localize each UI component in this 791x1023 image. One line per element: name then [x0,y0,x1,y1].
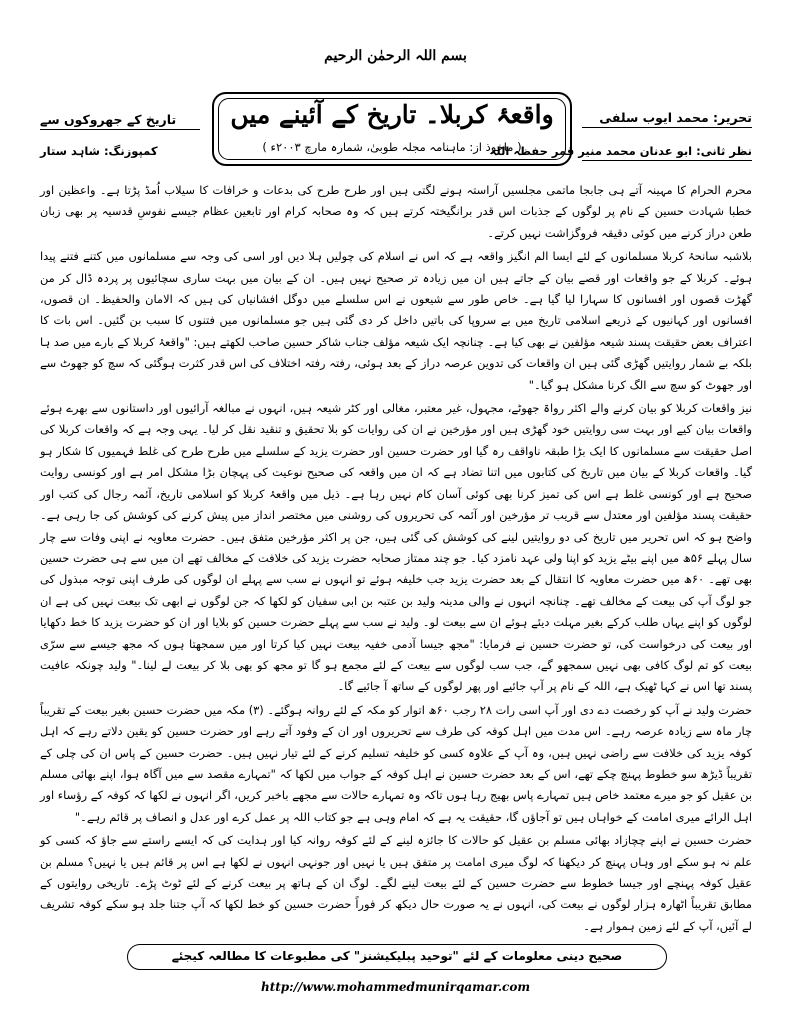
composing-credit: کمپوزنگ: شاہد ستار [40,144,158,158]
article-header [40,92,752,172]
topic-label: تاریخ کے جھروکوں سے [40,112,200,130]
publisher-notice: صحیح دینی معلومات کے لئے "توحید پبلیکیشنز" کی مطبوعات کا مطالعہ کیجئے [127,944,667,970]
body-paragraph: محرم الحرام کا مہینہ آتے ہی جابجا ماتمی مجلسیں آراستہ ہونے لگتی ہیں اور طرح طرح کی بدعات و خرافات کا سیلاب اُمڈ پڑتا ہے۔ واعظین اور خطبا شہادت حسین کے نام پر لوگوں کے جذبات اس قدر برانگیختہ کرتے ہیں کہ وہ صحابہ کرام اور تابعین عظام جیسے نفوسِ قدسیہ پر بھی زبان طعن دراز کرنے میں کوئی دقیقہ فروگزاشت نہیں کرتے۔ [40,183,752,240]
body-paragraph: حضرت ولید نے آپ کو رخصت دے دی اور آپ اسی رات ۲۸ رجب ۶۰ھ اتوار کو مکہ کے لئے روانہ ہوگئے۔ (۳) مکہ میں حضرت حسین بغیر بیعت کے تقریباً چار ماہ سے زیادہ عرصہ رہے۔ اس مدت میں اہل کوفہ کی طرف سے تحریروں اور ان کے وفود آتے رہے اور حضرت حسین کو یقین دلاتے رہے کہ اہل کوفہ یزید کی خلافت سے راضی نہیں ہیں، وہ آپ کے علاوہ کسی کو خلیفہ تسلیم کرنے کے لئے تیار نہیں ہیں۔ حضرت حسین کے پاس ان کی چلی کے تقریباً ڈیڑھ سو خطوط پہنچ چکے تھے، اس کے بعد حضرت حسین نے اہل کوفہ کے جواب میں لکھا کہ "تمہارے مقصد سے میں آگاہ ہوا، اپنے بھائی مسلم بن عقیل کو جو میرے معتمد خاص ہیں تمہارے پاس بھیج رہا ہوں تاکہ وہ تمہارے حالات سے مجھے باخبر کریں، اگر انہوں نے لکھا کہ کوفہ کے رؤساء اور اہل الرائے میری امامت کے خواہاں ہیں تو آجاؤں گا، حقیقت یہ ہے کہ امام وہی ہے جو کتاب اللہ پر عمل کرے اور عدل و انصاف پر قائم رہے۔" [40,702,753,824]
header-left-column [40,92,200,160]
header-right-column [489,92,752,161]
article-body [40,180,753,933]
body-paragraph: نیز واقعات کربلا کو بیان کرنے والے اکثر رواۃ جھوٹے، مجہول، غیر معتبر، مغالی اور کٹر شیعہ ہیں، انہوں نے مبالغہ آرائیوں اور داستانوں سے بھرے ہوئے واقعات بیان کیے اور بہت سی روایتیں خود گھڑی ہیں اور مؤرخین نے ان کی روایات کو بلا تحقیق و تنقید نقل کر لیا۔ یہی وجہ ہے کہ واقعات کربلا کی اصل حقیقت سے مسلمانوں کا ایک بڑا طبقہ ناواقف رہ گیا اور حضرت حسین اور حضرت یزید کے سلسلے میں طرح طرح کی غلط فہمیوں کا شکار ہو گیا۔ واقعات کربلا کے بیان میں تاریخ کی کتابوں میں اتنا تضاد ہے کہ ان میں واقعہ کی صحیح نوعیت کی پہچان بڑا مشکل امر ہے اور کونسی روایت صحیح ہے اور کونسی غلط ہے اس کی تمیز کرنا بھی کوئی آسان کام نہیں رہا ہے۔ ذیل میں واقعۂ کربلا کو اسلامی تاریخ، آئمہ رجال کی کتب اور حقیقت پسند مؤلفین اور معتدل سے قریب تر مؤرخین اور آئمہ کی تحریروں کی روشنی میں مختصر انداز میں پیش کرنے کی کوشش کی جا رہی ہے۔ واضح ہو کہ اس تحریر میں تاریخ کی دو روایتیں لینے کی کوشش کی گئی ہیں، جن پر اکثر مؤرخین متفق ہیں۔ حضرت معاویہ نے اپنی وفات سے چار سال پہلے ۵۶ھ میں اپنے بیٹے یزید کو اپنا ولی عہد نامزد کیا۔ جو چند ممتاز صحابہ حضرت یزید کی خلافت کے مخالف تھے ان میں سے ہی حضرت حسین بھی تھے۔ ۶۰ھ میں حضرت معاویہ کا انتقال کے بعد حضرت یزید جب خلیفہ ہوئے تو انہوں نے سب سے پہلے ان لوگوں کی طرف اپنی توجہ مبذول کی جو لوگ آپ کی بیعت کے مخالف تھے۔ چنانچہ انہوں نے والی مدینہ ولید بن عتبہ بن ابی سفیان کو لکھا کہ جن لوگوں نے ابھی تک بیعت نہیں کی ہے ان لوگوں کو اپنے یہاں طلب کرکے بغیر مہلت دیئے ہوئے ان سے بیعت لو۔ ولید نے سب سے پہلے حضرت حسین کو بلایا اور ان کو حضرت یزید کا خط دکھایا اور بیعت کی درخواست کی، تو حضرت حسین نے فرمایا: "مجھ جیسا آدمی خفیہ بیعت نہیں کیا کرتا اور میں سمجھتا ہوں کہ مجھ جیسے سے سرّی بیعت کو تم لوگ کافی بھی نہیں سمجھو گے، جب سب لوگوں سے بیعت کے لئے مجمع ہو گا تو مجھ کو بھی بلا کر بیعت لے لینا۔" ولید چونکہ عافیت پسند تھا اس نے کہا ٹھیک ہے، اللہ کے نام پر آپ جائیے اور پھر لوگوں کے ساتھ آ جائیے گا۔ [40,401,752,694]
body-paragraph: بلاشبہ سانحۂ کربلا مسلمانوں کے لئے ایسا الم انگیز واقعہ ہے کہ اس نے اسلام کی چولیں ہلا دیں اور اسی کی وجہ سے مسلمانوں میں کتنے فتنے پیدا ہوئے۔ کربلا کے جو واقعات اور قصے بیان کے جاتے ہیں ان میں زیادہ تر صحیح نہیں ہیں۔ ان کے بیان میں بہت ساری سچائیوں پر پردہ ڈال کر من گھڑت قصوں اور افسانوں کا سہارا لیا گیا ہے۔ خاص طور سے شیعوں نے اس سلسلے میں دوگل افشانیاں کی ہیں کہ الامان والحفیظ۔ ان قصوں، افسانوں اور کہانیوں کے ذریعے اسلامی تاریخ میں بے سروپا کی باتیں داخل کر دی گئی ہیں جو مسلمانوں میں فتنوں کا سبب بن گئیں۔ اس بات کا اعتراف بعض حقیقت پسند شیعہ مؤلفین نے بھی کیا ہے۔ چنانچہ ایک شیعہ مؤلف جناب شاکر حسین صاحب لکھتے ہیں: "واقعۂ کربلا کے بارے میں صد ہا بلکہ بے شمار روایتیں گھڑی گئی ہیں ان واقعات کی تدوین عرصہ دراز کے بعد ہوئی، رفتہ رفتہ اختلاف کی اس قدر کثرت ہوگئی کہ سچ کو جھوٹ سے اور جھوٹ کو سچ سے الگ کرنا مشکل ہو گیا۔" [40,249,752,392]
website-url[interactable]: http://www.mohammedmunirqamar.com [260,980,531,994]
article-title: واقعۂ کربلا۔ تاریخ کے آئینے میں [230,100,554,129]
reviewer-credit: نظر ثانی: ابو عدنان محمد منیر قمر حفظہ اللہ [582,144,752,161]
article-source: ( ماخوذ از: ماہنامہ مجلہ طوبیٰ، شمارہ مارچ ۲۰۰۳ء ) [262,140,522,154]
bismillah-heading: بسم اللہ الرحمٰن الرحیم [324,48,467,64]
author-credit: تحریر: محمد ایوب سلفی [582,110,752,128]
body-paragraph: حضرت حسین نے اپنے چچازاد بھائی مسلم بن عقیل کو حالات کا جائزہ لینے کے لئے کوفہ روانہ کیا اور ہدایت کی کہ ایسے راستے سے جاؤ کہ کسی کو علم نہ ہو سکے اور وہاں پہنچ کر دیکھنا کہ لوگ میری امامت پر متفق ہیں یا نہیں اور جونہی انہوں نے لکھا ہے اس پر قائم ہیں یا نہیں؟ مسلم بن عقیل کوفہ پہنچے اور جیسا خطوط سے حضرت حسین کے لئے بیعت لینے لگے۔ لوگ ان کے ہاتھ پر بیعت کرنے کے لئے ٹوٹ پڑے۔ تاریخی روایتوں کے مطابق تقریباً اٹھارہ ہزار لوگوں نے بیعت کی، انہوں نے یہ صورت حال دیکھ کر فوراً حضرت حسین کو خط لکھا کہ آپ جتنا جلد ہو سکے کوفہ تشریف لے آئیں، آپ کے لئے زمین ہموار ہے۔ [40,833,752,933]
